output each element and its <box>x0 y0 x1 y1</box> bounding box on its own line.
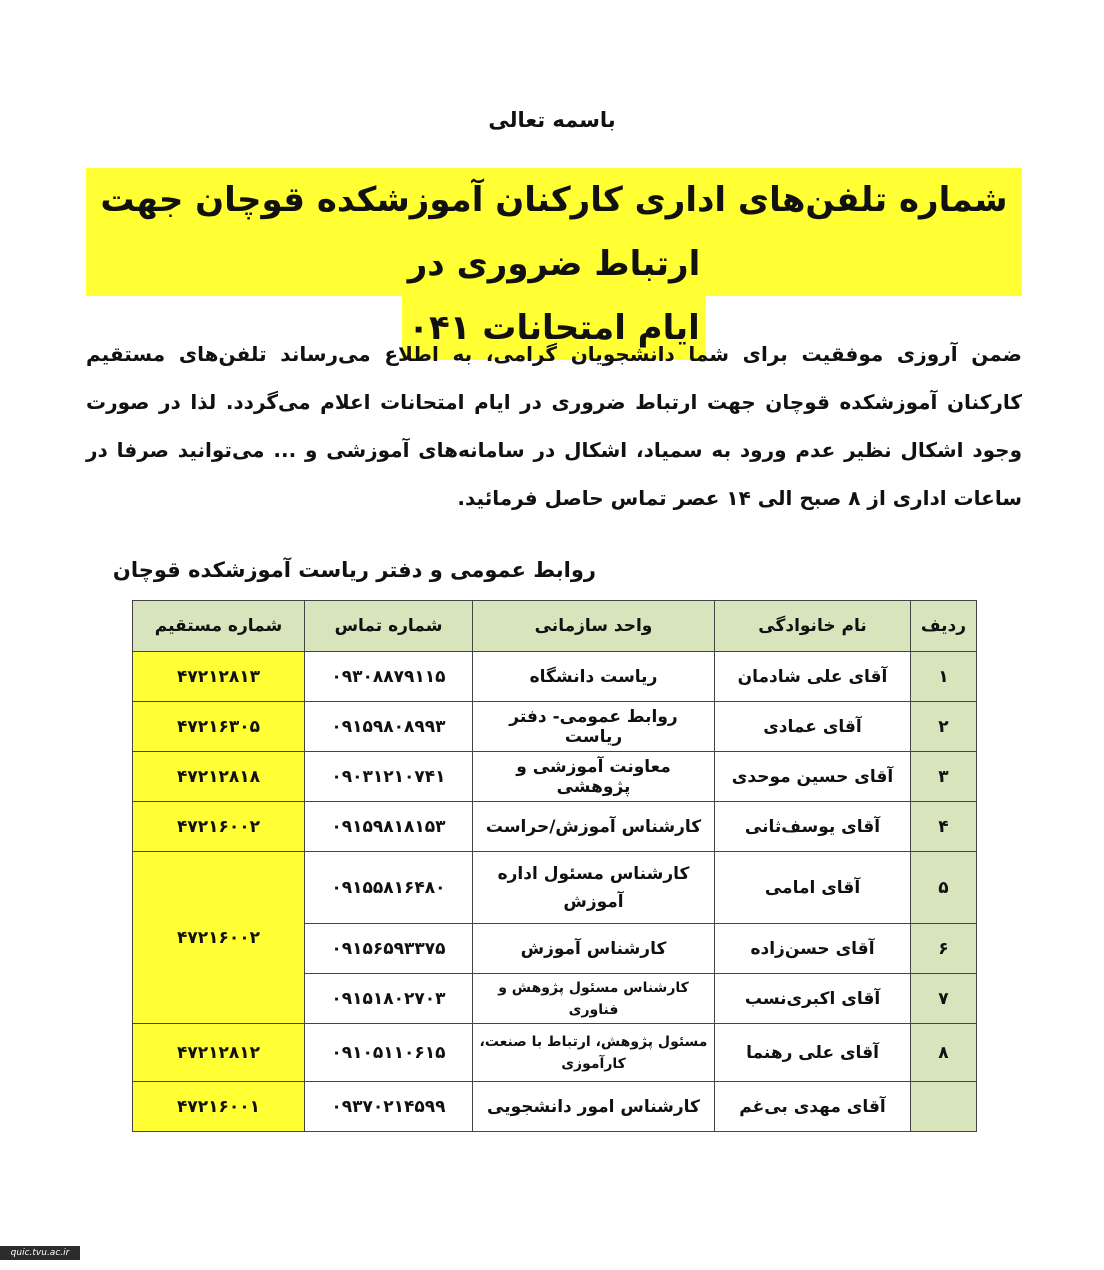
header-direct: شماره مستقیم <box>133 601 305 652</box>
intro-paragraph: ضمن آروزی موفقیت برای شما دانشجویان گرامی، به اطلاع می‌رساند تلفن‌های مستقیم کارکنان آموزشکده قوچان جهت ارتباط ضروری در ایام امتحانات اعلام می‌گردد. لذا در صورت وجود اشکال نظیر عدم ورود به سمیاد، اشکال در سامانه‌های آموزشی و ... می‌توانید صرفا در ساعات اداری از ۸ صبح الی ۱۴ عصر تماس حاصل فرمائید. <box>86 342 1022 510</box>
cell-direct: ۴۷۲۱۶۳۰۵ <box>133 702 305 752</box>
cell-direct: ۴۷۲۱۲۸۱۲ <box>133 1024 305 1082</box>
cell-phone: ۰۹۰۳۱۲۱۰۷۴۱ <box>305 752 473 802</box>
cell-row-number: ۳ <box>911 752 977 802</box>
cell-phone: ۰۹۳۷۰۲۱۴۵۹۹ <box>305 1082 473 1132</box>
contacts-table <box>132 600 977 1132</box>
cell-row-number: ۸ <box>911 1024 977 1082</box>
table-row <box>133 852 977 924</box>
cell-row-number: ۴ <box>911 802 977 852</box>
cell-row-number <box>911 1082 977 1132</box>
cell-unit: کارشناس آموزش <box>473 924 715 974</box>
cell-row-number: ۶ <box>911 924 977 974</box>
cell-row-number: ۵ <box>911 852 977 924</box>
title-line-1: شماره تلفن‌های اداری کارکنان آموزشکده قوچان جهت ارتباط ضروری در <box>86 168 1022 296</box>
cell-row-number: ۷ <box>911 974 977 1024</box>
table-header-row <box>133 601 977 652</box>
header-unit: واحد سازمانی <box>473 601 715 652</box>
cell-direct-merged: ۴۷۲۱۶۰۰۲ <box>133 852 305 1024</box>
header-name: نام خانوادگی <box>715 601 911 652</box>
cell-name: آقای علی رهنما <box>715 1024 911 1082</box>
cell-unit: کارشناس آموزش/حراست <box>473 802 715 852</box>
cell-unit: روابط عمومی- دفتر ریاست <box>473 702 715 752</box>
cell-name: آقای امامی <box>715 852 911 924</box>
cell-unit: مسئول پژوهش، ارتباط با صنعت، کارآموزی <box>473 1024 715 1082</box>
cell-name: آقای عمادی <box>715 702 911 752</box>
cell-direct: ۴۷۲۱۲۸۱۳ <box>133 652 305 702</box>
cell-row-number: ۲ <box>911 702 977 752</box>
cell-phone: ۰۹۱۵۱۸۰۲۷۰۳ <box>305 974 473 1024</box>
cell-phone: ۰۹۱۵۵۸۱۶۴۸۰ <box>305 852 473 924</box>
cell-name: آقای یوسف‌ثانی <box>715 802 911 852</box>
cell-phone: ۰۹۱۵۹۸۰۸۹۹۳ <box>305 702 473 752</box>
cell-name: آقای اکبری‌نسب <box>715 974 911 1024</box>
cell-direct: ۴۷۲۱۶۰۰۲ <box>133 802 305 852</box>
cell-name: آقای علی شادمان <box>715 652 911 702</box>
cell-unit: معاونت آموزشی و پژوهشی <box>473 752 715 802</box>
table-row <box>133 752 977 802</box>
cell-direct: ۴۷۲۱۶۰۰۱ <box>133 1082 305 1132</box>
table-row <box>133 802 977 852</box>
title-line-2: ایام امتحانات ۰۴۱ <box>402 296 706 360</box>
header-row-number: ردیف <box>911 601 977 652</box>
table-row <box>133 702 977 752</box>
cell-name: آقای حسین موحدی <box>715 752 911 802</box>
header-phone: شماره تماس <box>305 601 473 652</box>
cell-unit: کارشناس امور دانشجویی <box>473 1082 715 1132</box>
cell-name: آقای حسن‌زاده <box>715 924 911 974</box>
cell-phone: ۰۹۱۰۵۱۱۰۶۱۵ <box>305 1024 473 1082</box>
cell-phone: ۰۹۱۵۹۸۱۸۱۵۳ <box>305 802 473 852</box>
cell-phone: ۰۹۳۰۸۸۷۹۱۱۵ <box>305 652 473 702</box>
table-title: روابط عمومی و دفتر ریاست آموزشکده قوچان <box>112 558 596 582</box>
cell-unit: کارشناس مسئول پژوهش و فناوری <box>473 974 715 1024</box>
table-row <box>133 1024 977 1082</box>
site-watermark: quic.tvu.ac.ir <box>0 1246 80 1260</box>
basmala-heading: باسمه تعالی <box>488 108 616 132</box>
table-row <box>133 652 977 702</box>
cell-direct: ۴۷۲۱۲۸۱۸ <box>133 752 305 802</box>
cell-phone: ۰۹۱۵۶۵۹۳۳۷۵ <box>305 924 473 974</box>
cell-unit: ریاست دانشگاه <box>473 652 715 702</box>
cell-name: آقای مهدی بی‌غم <box>715 1082 911 1132</box>
cell-row-number: ۱ <box>911 652 977 702</box>
cell-unit: کارشناس مسئول اداره آموزش <box>473 852 715 924</box>
table-row <box>133 1082 977 1132</box>
